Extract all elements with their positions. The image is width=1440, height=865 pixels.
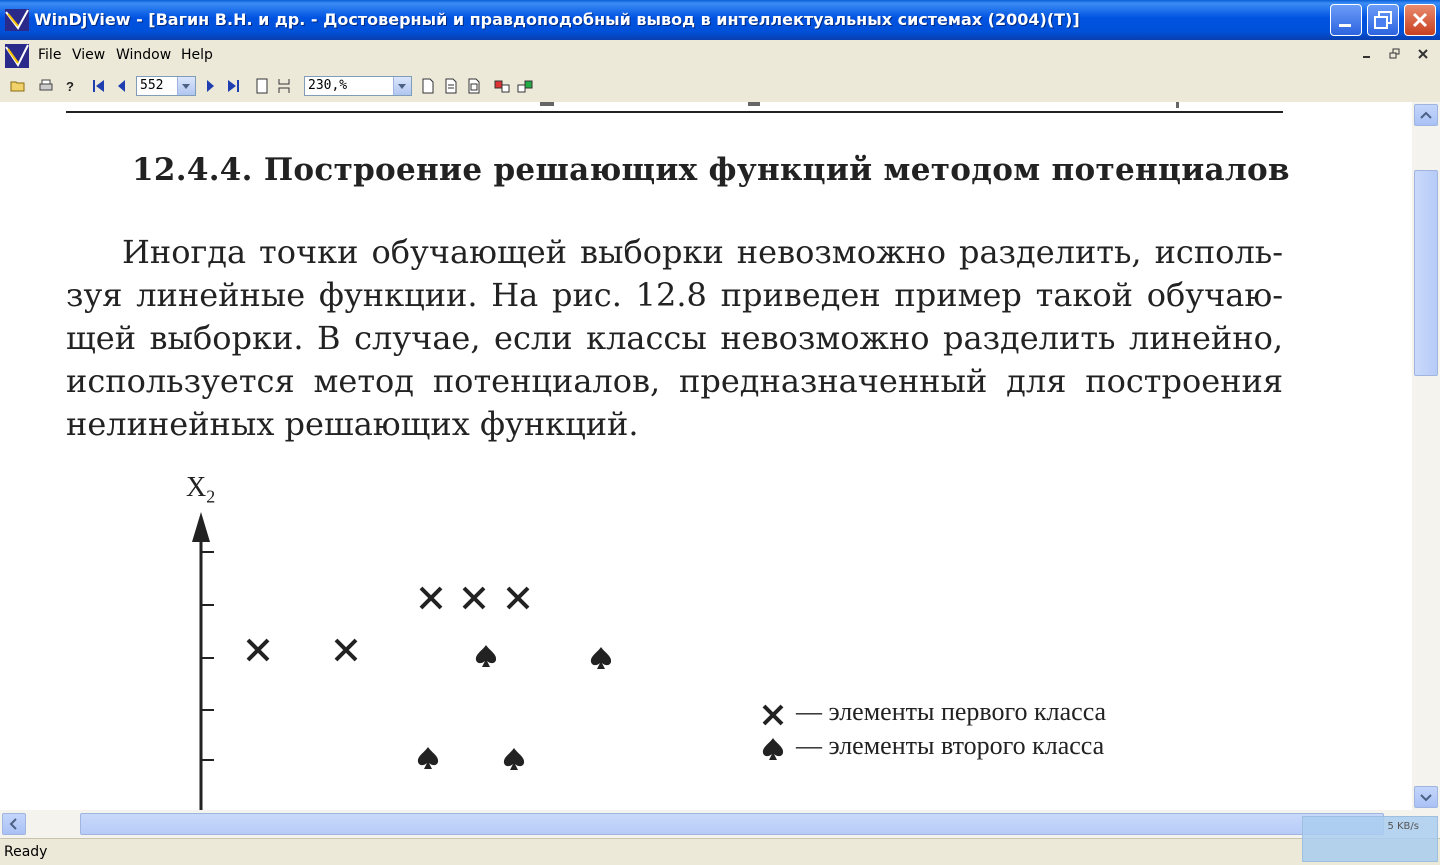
help-icon[interactable] — [62, 78, 78, 94]
cross-marker — [248, 640, 268, 660]
fit-width-icon[interactable] — [443, 78, 459, 94]
legend-cross-icon — [764, 706, 782, 724]
rotate-left-icon[interactable] — [494, 78, 510, 94]
axis-label-x: X — [186, 472, 207, 503]
document-view[interactable] — [0, 102, 1412, 810]
mdi-minimize-icon[interactable] — [1360, 47, 1374, 61]
menu-help[interactable]: Help — [181, 47, 213, 63]
paragraph-line: нелинейных решающих функций. — [66, 405, 639, 443]
previous-page-icon[interactable] — [114, 78, 130, 94]
chevron-down-icon[interactable] — [177, 77, 195, 95]
scroll-up-button[interactable] — [1414, 104, 1438, 126]
menu-window[interactable]: Window — [116, 47, 172, 63]
svg-text:?: ? — [66, 79, 74, 94]
minimize-icon — [1331, 5, 1361, 35]
chevron-up-icon — [1415, 105, 1437, 125]
actual-size-icon[interactable] — [466, 78, 482, 94]
last-page-icon[interactable] — [225, 78, 241, 94]
vertical-scroll-thumb[interactable] — [1414, 170, 1438, 376]
restore-icon — [1368, 5, 1398, 35]
close-button[interactable] — [1404, 4, 1436, 36]
paragraph-line: используется метод потенциалов, предназначенный для построения — [66, 362, 1283, 400]
cross-marker — [421, 588, 441, 608]
spade-marker — [591, 647, 611, 669]
toolbar — [0, 72, 1440, 103]
single-page-icon[interactable] — [254, 78, 270, 94]
mdi-close-icon[interactable] — [1416, 47, 1430, 61]
horizontal-scrollbar[interactable] — [0, 810, 1440, 838]
network-meter-overlay — [1302, 816, 1438, 862]
scroll-left-button[interactable] — [2, 813, 26, 835]
window-title: WinDjView - [Вагин В.Н. и др. - Достоверный и правдоподобный вывод в интеллектуальных системах (2004)(T)] — [34, 10, 1080, 29]
cross-marker — [464, 588, 484, 608]
spade-marker — [504, 748, 524, 770]
scatter-figure — [0, 102, 1412, 810]
cross-marker — [336, 640, 356, 660]
spade-marker — [476, 645, 496, 667]
chevron-down-icon — [1415, 787, 1437, 807]
vertical-scrollbar[interactable] — [1412, 102, 1440, 810]
menu-view[interactable]: View — [72, 47, 106, 63]
document-icon[interactable] — [4, 43, 30, 69]
status-bar — [0, 838, 1440, 865]
zoom-value: 230,% — [308, 78, 348, 93]
spade-marker — [418, 747, 438, 769]
legend-second-class: — элементы второго класса — [796, 731, 1105, 760]
status-text: Ready — [4, 844, 48, 860]
page-number-value: 552 — [140, 78, 164, 93]
app-icon — [4, 8, 30, 32]
title-bar — [0, 0, 1440, 40]
legend-first-class: — элементы первого класса — [796, 697, 1107, 726]
section-heading: 12.4.4. Построение решающих функций методом потенциалов — [132, 152, 1290, 188]
rotate-right-icon[interactable] — [517, 78, 533, 94]
print-icon[interactable] — [38, 78, 54, 94]
paragraph-line: Иногда точки обучающей выборки невозможно разделить, исполь- — [122, 233, 1283, 271]
next-page-icon[interactable] — [202, 78, 218, 94]
paragraph-line: зуя линейные функции. На рис. 12.8 приведен пример такой обучаю- — [66, 276, 1283, 314]
open-folder-icon[interactable] — [10, 78, 26, 94]
menu-bar — [0, 40, 1440, 72]
minimize-button[interactable] — [1330, 4, 1362, 36]
horizontal-scroll-thumb[interactable] — [80, 813, 1384, 835]
paragraph-line: щей выборки. В случае, если классы невозможно разделить линейно, — [66, 319, 1283, 357]
network-speed: 5 KB/s — [1387, 821, 1419, 832]
continuous-page-icon[interactable] — [276, 78, 292, 94]
menu-file[interactable]: File — [38, 47, 62, 63]
chevron-left-icon — [3, 814, 25, 834]
cross-marker — [508, 588, 528, 608]
zoom-select[interactable] — [304, 76, 412, 96]
y-axis-arrow — [192, 512, 210, 542]
chevron-down-icon[interactable] — [393, 77, 411, 95]
scroll-down-button[interactable] — [1414, 786, 1438, 808]
close-icon — [1405, 5, 1435, 35]
first-page-icon[interactable] — [91, 78, 107, 94]
restore-button[interactable] — [1367, 4, 1399, 36]
fit-page-icon[interactable] — [420, 78, 436, 94]
legend-spade-icon — [763, 738, 783, 760]
axis-label-subscript: 2 — [206, 486, 216, 507]
page-number-select[interactable] — [136, 76, 196, 96]
mdi-restore-icon[interactable] — [1388, 47, 1402, 61]
